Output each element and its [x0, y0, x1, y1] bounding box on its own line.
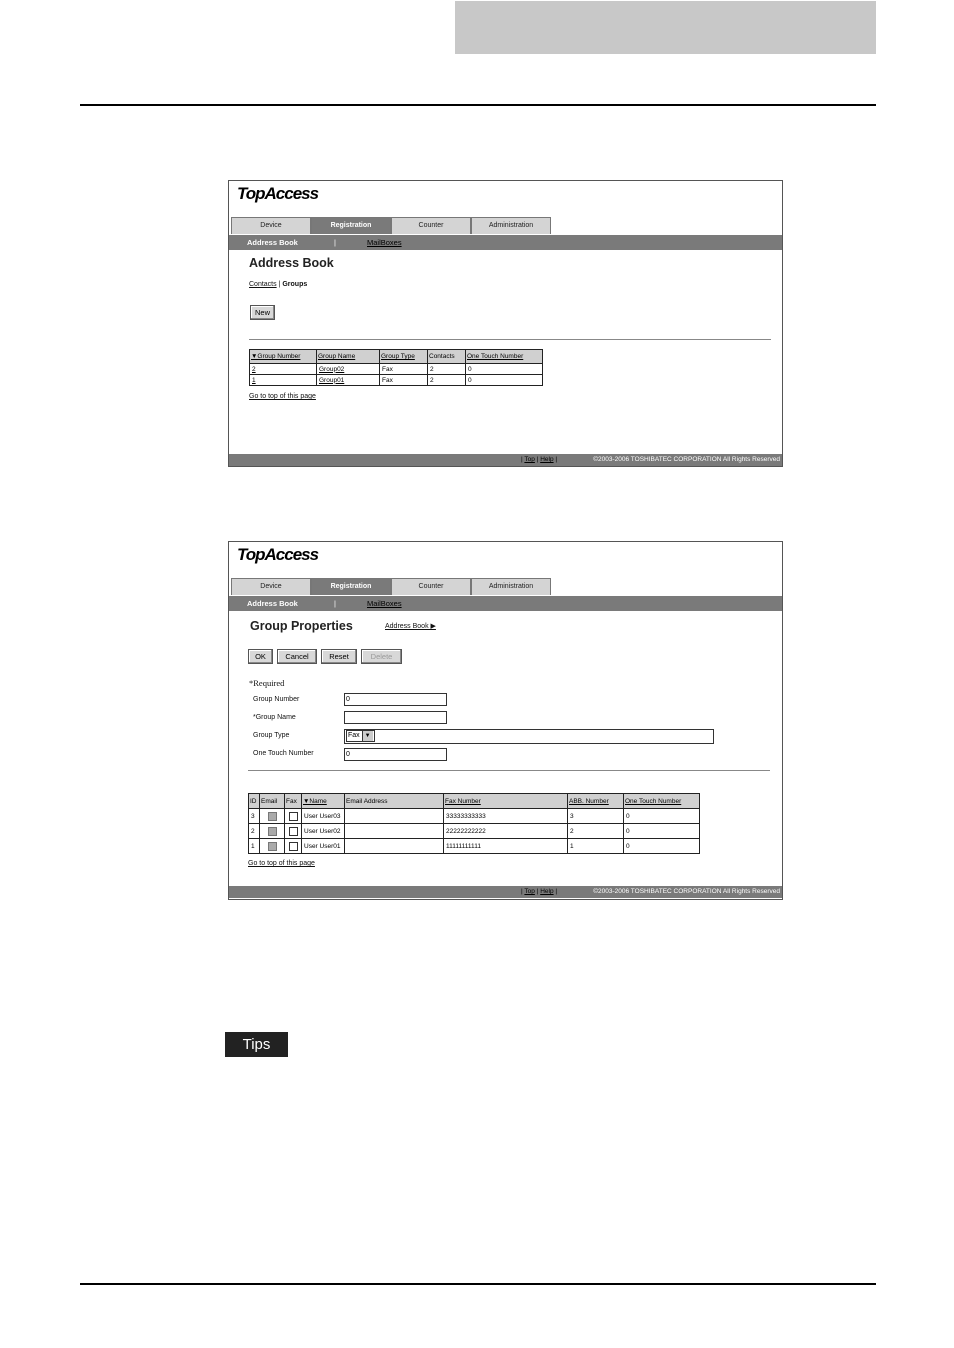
group-name-cell[interactable]: Group01: [317, 375, 380, 386]
email-address-cell: [345, 824, 444, 839]
tab-device[interactable]: Device: [231, 578, 311, 595]
address-book-back-link[interactable]: Address Book ▶: [385, 623, 436, 630]
subnav-mailboxes-link[interactable]: MailBoxes: [367, 238, 402, 247]
contacts-cell: 2: [428, 364, 466, 375]
fax-checkbox[interactable]: [289, 812, 298, 821]
abb-number-cell: 1: [568, 839, 624, 854]
one-touch-cell: 0: [624, 839, 700, 854]
table-header-row: [250, 350, 543, 364]
group-name-label: *Group Name: [253, 714, 296, 721]
col-email: Email: [260, 794, 285, 809]
top-rule: [80, 104, 876, 106]
name-cell: User User01: [302, 839, 345, 854]
subnav-mailboxes-link[interactable]: MailBoxes: [367, 599, 402, 608]
group-name-input[interactable]: [344, 711, 447, 724]
col-email-address: Email Address: [345, 794, 444, 809]
page-title: Group Properties: [250, 619, 353, 633]
tab-registration[interactable]: Registration: [311, 578, 391, 595]
page-header-band: [455, 1, 876, 54]
abb-number-cell: 2: [568, 824, 624, 839]
topaccess-logo: TopAccess: [237, 184, 319, 203]
email-checkbox[interactable]: [268, 812, 277, 821]
col-id: ID: [249, 794, 260, 809]
email-checkbox[interactable]: [268, 842, 277, 851]
tab-administration[interactable]: Administration: [471, 217, 551, 234]
name-cell: User User02: [302, 824, 345, 839]
group-number-input[interactable]: 0: [344, 693, 447, 706]
copyright: ©2003-2006 TOSHIBATEC CORPORATION All Rights Reserved: [593, 456, 780, 463]
table-row: [249, 839, 700, 854]
tab-device[interactable]: Device: [231, 217, 311, 234]
subnav-address-book: Address Book: [247, 599, 298, 608]
tab-counter[interactable]: Counter: [391, 578, 471, 595]
group-type-cell: Fax: [380, 364, 428, 375]
tab-registration[interactable]: Registration: [311, 217, 391, 234]
groups-table: [249, 349, 543, 386]
col-group-type[interactable]: Group Type: [380, 350, 428, 364]
group-number-label: Group Number: [253, 696, 300, 703]
email-address-cell: [345, 839, 444, 854]
tab-counter[interactable]: Counter: [391, 217, 471, 234]
breadcrumb: [249, 281, 307, 288]
group-type-value: Fax: [348, 732, 360, 739]
one-touch-cell: 0: [466, 375, 543, 386]
tips-label: Tips: [225, 1032, 288, 1057]
group-name-cell[interactable]: Group02: [317, 364, 380, 375]
table-row: [249, 824, 700, 839]
footer-top-link[interactable]: Top: [524, 888, 535, 895]
subnav-separator: |: [334, 238, 336, 247]
footer-help-link[interactable]: Help: [540, 456, 554, 463]
one-touch-input[interactable]: 0: [344, 748, 447, 761]
group-type-cell: Fax: [380, 375, 428, 386]
page-title: Address Book: [249, 256, 334, 270]
divider: [248, 770, 770, 771]
breadcrumb-separator: |: [278, 281, 281, 288]
footer-bar: [229, 886, 782, 898]
group-properties-screenshot: [228, 541, 783, 900]
table-header-row: [249, 794, 700, 809]
group-number-cell[interactable]: 1: [250, 375, 317, 386]
sub-navigation: [229, 235, 782, 250]
col-name[interactable]: ▼Name: [302, 794, 345, 809]
fax-number-cell: 11111111111: [444, 839, 568, 854]
group-type-label: Group Type: [253, 732, 290, 739]
fax-number-cell: 22222222222: [444, 824, 568, 839]
sub-navigation: [229, 596, 782, 611]
footer-links: | Top | Help |: [521, 456, 558, 463]
group-type-row-box: [344, 729, 714, 744]
name-cell: User User03: [302, 809, 345, 824]
delete-button[interactable]: Delete: [361, 649, 402, 664]
new-button[interactable]: New: [250, 305, 275, 320]
col-contacts: Contacts: [428, 350, 466, 364]
group-number-cell[interactable]: 2: [250, 364, 317, 375]
divider: [249, 339, 771, 340]
fax-checkbox[interactable]: [289, 827, 298, 836]
copyright: ©2003-2006 TOSHIBATEC CORPORATION All Rights Reserved: [593, 888, 780, 895]
footer-help-link[interactable]: Help: [540, 888, 554, 895]
contacts-link[interactable]: Contacts: [249, 281, 277, 288]
members-table: [248, 793, 700, 854]
fax-number-cell: 33333333333: [444, 809, 568, 824]
go-to-top-link[interactable]: Go to top of this page: [249, 393, 316, 400]
fax-checkbox[interactable]: [289, 842, 298, 851]
email-checkbox[interactable]: [268, 827, 277, 836]
chevron-down-icon[interactable]: ▼: [362, 731, 373, 741]
go-to-top-link[interactable]: Go to top of this page: [248, 860, 315, 867]
id-cell: 2: [249, 824, 260, 839]
address-book-screenshot: [228, 180, 783, 467]
group-type-select[interactable]: [346, 730, 375, 742]
tab-administration[interactable]: Administration: [471, 578, 551, 595]
footer-bar: [229, 454, 782, 466]
topaccess-logo: TopAccess: [237, 545, 319, 564]
one-touch-cell: 0: [624, 824, 700, 839]
col-abb-number[interactable]: ABB. Number: [568, 794, 624, 809]
reset-button[interactable]: Reset: [321, 649, 357, 664]
contacts-cell: 2: [428, 375, 466, 386]
one-touch-label: One Touch Number: [253, 750, 314, 757]
col-fax-number[interactable]: Fax Number: [444, 794, 568, 809]
bottom-rule: [80, 1283, 876, 1285]
subnav-address-book: Address Book: [247, 238, 298, 247]
required-note: *Required: [249, 678, 285, 688]
col-one-touch-number[interactable]: One Touch Number: [624, 794, 700, 809]
col-one-touch-number[interactable]: One Touch Number: [466, 350, 543, 364]
one-touch-cell: 0: [466, 364, 543, 375]
id-cell: 1: [249, 839, 260, 854]
col-group-name[interactable]: Group Name: [317, 350, 380, 364]
table-row: [249, 809, 700, 824]
footer-links: | Top | Help |: [521, 888, 558, 895]
col-group-number[interactable]: ▼Group Number: [250, 350, 317, 364]
one-touch-cell: 0: [624, 809, 700, 824]
cancel-button[interactable]: Cancel: [277, 649, 317, 664]
groups-current: Groups: [282, 281, 308, 288]
table-row: [250, 375, 543, 386]
footer-top-link[interactable]: Top: [524, 456, 535, 463]
ok-button[interactable]: OK: [248, 649, 273, 664]
email-address-cell: [345, 809, 444, 824]
id-cell: 3: [249, 809, 260, 824]
col-fax: Fax: [285, 794, 302, 809]
subnav-separator: |: [334, 599, 336, 608]
table-row: [250, 364, 543, 375]
abb-number-cell: 3: [568, 809, 624, 824]
